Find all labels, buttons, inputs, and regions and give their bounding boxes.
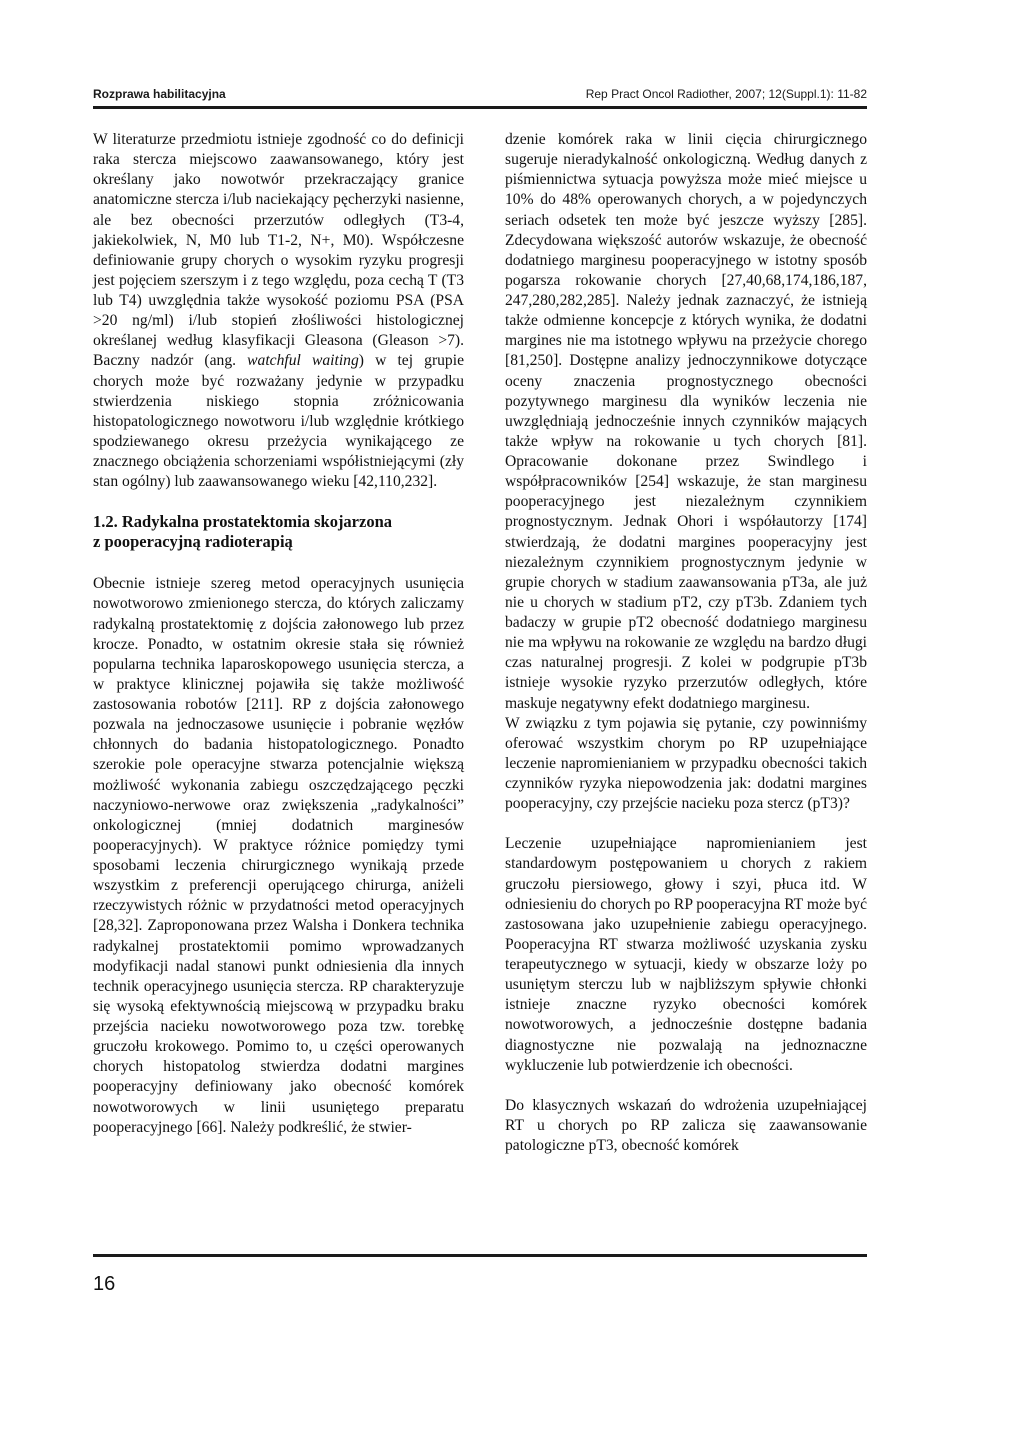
footer-rule — [93, 1254, 867, 1257]
header-section-title: Rozprawa habilitacyjna — [93, 87, 226, 101]
running-header — [93, 87, 867, 105]
english-term: watchful waiting — [247, 352, 359, 370]
paragraph-margin-status: dzenie komórek raka w linii cięcia chirurgicznego sugeruje nieradykalność onkologiczną. Według danych z piśmiennictwa sytuacja powyższa może mieć miejsce u 10% do 48% operowanych chorych, a w pojedynczych seriach odsetek ten może być jeszcze wyższy [285]. Zdecydowana większość autorów wskazuje, że obecność dodatniego marginesu pooperacyjnego w istotny sposób pogarsza rokowanie chorych [27,40,68,174,186,187, 247,280,282,285]. Należy jednak zaznaczyć, że istnieją także odmienne koncepcje z których wynika, że dodatni margines nie ma istotnego wpływu na przeżycie chorego [81,250]. Dostępne analizy jednoczynnikowe dotyczące oceny znaczenia prognostycznego obecności pozytywnego marginesu dla wyników leczenia nie uwzględniają jednocześnie innych czynników mających także wpływ na rokowanie u tych chorych [81]. Opracowanie dokonane przez Swindlego i współpracowników [254] wskazuje, że stan marginesu pooperacyjnego jest niezależnym czynnikiem prognostycznym. Jednak Ohori i współautorzy [174] stwierdzają, że dodatni margines pooperacyjny jest niezależnym czynnikiem prognostycznym jedynie w grupie chorych w stadium zaawansowania pT3a, ale już nie u chorych w stadium pT2, czy pT3b. Zdaniem tych badaczy w grupie pT2 obecność dodatniego marginesu nie ma wpływu na rokowanie ze względu na bardzo długi czas naturalnej progresji. Z kolei w podgrupie pT3b istnieje wysokie ryzyko przerzutów odległych, które maskuje negatywny efekt dodatniego marginesu. — [505, 131, 867, 712]
right-column — [505, 130, 867, 1156]
header-citation: Rep Pract Oncol Radiother, 2007; 12(Suppl.1): 11-82 — [585, 87, 867, 101]
section-heading — [93, 512, 464, 552]
section-heading-line-1: 1.2. Radykalna prostatektomia skojarzona — [93, 512, 393, 532]
page-number: 16 — [93, 1273, 116, 1295]
paragraph-indications: Do klasycznych wskazań do wdrożenia uzupełniającej RT u chorych po RP zalicza się zaawansowanie patologiczne pT3, obecność komórek — [505, 1096, 867, 1154]
section-heading-line-2: z pooperacyjną radioterapią — [93, 532, 293, 552]
left-column — [93, 130, 464, 1138]
paragraph-adjuvant-rt: Leczenie uzupełniające napromienianiem jest standardowym postępowaniem u chorych z rakiem gruczołu piersiowego, głowy i szyi, płuca itd. W odniesieniu do chorych po RP pooperacyjna RT może być zastosowana jako uzupełnienie zabiegu operacyjnego. Pooperacyjna RT stwarza możliwość uzyskania zysku terapeutycznego w sytuacji, kiedy w obszarze loży po usuniętym sterczu lub w najbliższym spływie chłonki istnieje znaczne ryzyko obecności komórek nowotworowych, a jednocześnie dostępne badania diagnostyczne nie pozwalają na jednoznaczne wykluczenie lub potwierdzenie ich obecności. — [505, 835, 867, 1074]
header-rule — [93, 106, 867, 109]
paragraph-surgical-methods: Obecnie istnieje szereg metod operacyjnych usunięcia nowotworowo zmienionego stercza, do których zaliczamy radykalną prostatektomię z dojścia załonowego lub przez krocze. Ponadto, w ostatnim okresie stała się również popularna technika laparoskopowego usunięcia stercza, a w praktyce klinicznej pojawiła się także możliwość zastosowania robotów [211]. RP z dojścia załonowego pozwala na jednoczasowe usunięcie i pobranie węzłów chłonnych do badania histopatologicznego. Ponadto szerokie pole operacyjne stwarza potencjalnie większą możliwość wykonania zabiegu oszczędzającego pęczki naczyniowo-nerwowe oraz zwiększenia „radykalności” onkologicznej (mniej dodatnich marginesów pooperacyjnych). W praktyce różnice pomiędzy tymi sposobami leczenia chirurgicznego wynikają przede wszystkim z preferencji operującego chirurga, aniżeli rzeczywistych różnic w przydatności metod operacyjnych [28,32]. Zaproponowana przez Walsha i Donkera technika radykalnej prostatektomii pomimo wprowadzanych modyfikacji nadal stanowi punkt odniesienia dla innych technik operacyjnego usunięcia stercza. RP charakteryzuje się wysoką efektywnością miejscową w przypadku braku przejścia nacieku nowotworowego poza tzw. torebkę gruczołu krokowego. Pomimo to, u części operowanych chorych histopatolog stwierdza dodatni margines pooperacyjny definiowany jako obecność komórek nowotworowych w linii usuniętego preparatu pooperacyjnego [66]. Należy podkreślić, że stwier- — [93, 575, 464, 1136]
paragraph-definition — [93, 130, 464, 492]
paragraph-question: W związku z tym pojawia się pytanie, czy powinniśmy oferować wszystkim chorym po RP uzupełniające leczenie napromienianiem w przypadku obecności takich czynników ryzyka niepowodzenia jak: dodatni margines pooperacyjny, czy przejście nacieku poza stercz (pT3)? — [505, 714, 867, 813]
paragraph-text: ) w tej grupie chorych może być rozważany jedynie w przypadku stwierdzenia niskiego stopnia zróżnicowania histopatologicznego nowotworu i/lub względnie krótkiego spodziewanego okresu przeżycia wynikającego ze znacznego obciążenia schorzeniami współistniejącymi (zły stan ogólny) lub zaawansowanego wieku [42,110,232]. — [93, 352, 464, 491]
paragraph-text: W literaturze przedmiotu istnieje zgodność co do definicji raka stercza miejscowo zaawansowanego, który jest określany jako nowotwór przekraczający granice anatomiczne stercza i/lub naciekający pęcherzyki nasienne, ale bez obecności przerzutów odległych (T3-4, jakiekolwiek, N, M0 lub T1-2, N+, M0). Współczesne definiowanie grupy chorych o wysokim ryzyku progresji jest pojęciem szerszym i z tego względu, poza cechą T (T3 lub T4) uwzględnia także wysokość poziomu PSA (PSA >20 ng/ml) i/lub stopień złośliwości histologicznej określanej według klasyfikacji Gleasona (Gleason >7). Baczny nadzór (ang. — [93, 131, 464, 370]
